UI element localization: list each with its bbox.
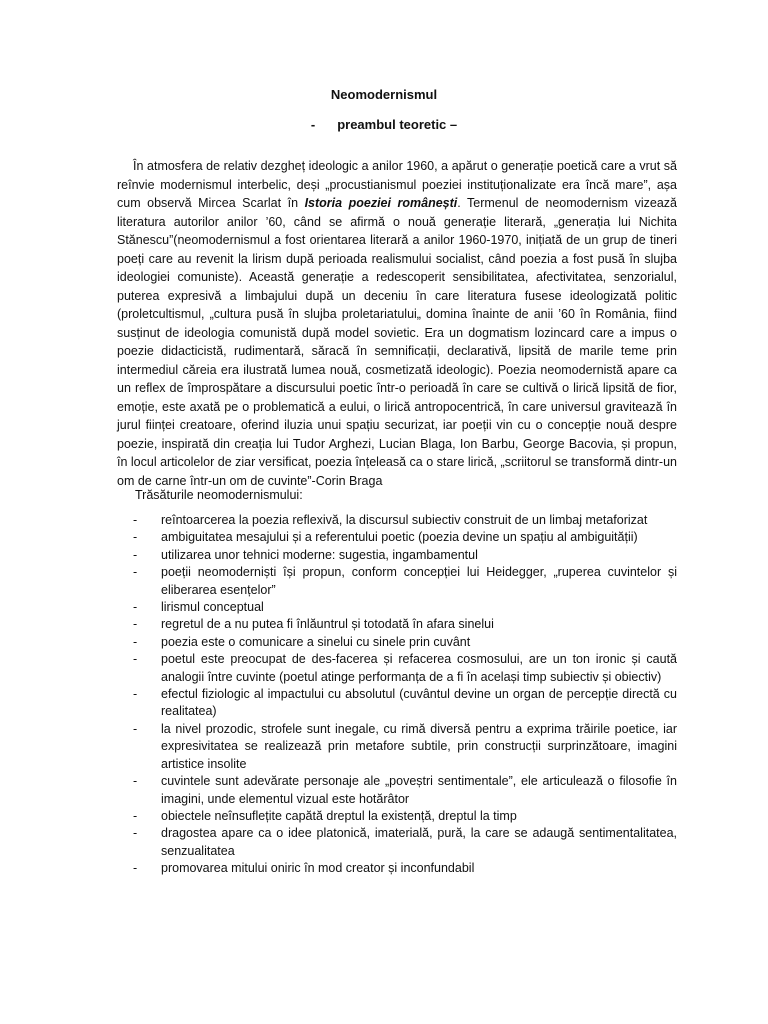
list-item	[133, 860, 677, 877]
subtitle-dash: -	[310, 117, 316, 132]
list-bullet: -	[133, 861, 138, 876]
list-item-text: lirismul conceptual	[161, 600, 264, 615]
list-bullet: -	[133, 687, 138, 702]
list-item-text: la nivel prozodic, strofele sunt inegale, cu rimă diversă pentru a exprima trăirile poetice, iar expresivitatea se realizează prin metafore subtile, prin construcții surprinzătoare, imagini artistice insolite	[161, 721, 677, 771]
intro-paragraph	[117, 157, 677, 490]
list-item-text: utilizarea unor tehnici moderne: sugestia, ingambamentul	[161, 547, 478, 562]
list-item-text: obiectele neînsuflețite capătă dreptul la existență, dreptul la timp	[161, 808, 517, 823]
list-item	[133, 529, 677, 546]
list-bullet: -	[133, 774, 138, 789]
list-bullet: -	[133, 600, 138, 615]
intro-text-start: În atmosfera de relativ dezgheț ideologic a anilor 1960, a apărut o generație poetică care a vrut să reînvie modernismul interbelic, deși „procustianismul poeziei instituționalizate era încă mare”, așa cum observă Mircea Scarlat în	[117, 159, 677, 210]
list-item-text: efectul fiziologic al impactului cu absolutul (cuvântul devine un organ de percepție directă cu realitatea)	[161, 687, 677, 719]
document-title: Neomodernismul	[330, 87, 438, 102]
list-bullet: -	[133, 826, 138, 841]
list-bullet: -	[133, 565, 138, 580]
intro-text-end: . Termenul de neomodernism vizează literatura autorilor anilor ’60, când se afirmă o nouă generație literară, „generația lui Nichita Stănescu”(neomodernismul a fost orientarea literară a anilor 1960-1970, inițiată de un grup de tineri poeți care au revenit la lirism după perioada realismului socialist, când poezia a fost pusă în slujba ideologiei comuniste). Această generație a redescoperit sensibilitatea, afectivitatea, senzorialul, puterea expresivă a limbajului după un deceniu în care literatura fusese ideologizată politic (proletcultismul, „cultura pusă în slujba proletariatului„ domina înainte de anii ’60 în România, fiind susținut de ideologia comunistă după model sovietic. Era un dogmatism lozincard care a impus o poezie didacticistă, rudimentară, săracă în semnificații, declarativă, lipsită de marile teme prin intermediul căreia era ilustrată lumea nouă, cosmetizată ideologic). Poezia neomodernistă apare ca un reflex de împrospătare a discursului poetic într-o perioadă în care se cultivă o lirică lipsită de fior, emoție, este axată pe o problematică a eului, o lirică antropocentrică, în care universul gravitează în jurul ființei creatoare, oferind iluzia unui spațiu securizat, iar poeții vin cu o concepție nouă despre poezie, inspirată din creația lui Tudor Arghezi, Lucian Blaga, Ion Barbu, George Bacovia, și propun, în locul articolelor de ziar versificat, poezia înțeleasă ca o stare lirică, „scriitorul se transformă dintr-un om de carne într-un om de cuvinte”-Corin Braga	[117, 196, 677, 488]
book-title-emphasis: Istoria poeziei românești	[304, 196, 458, 210]
features-list	[133, 512, 677, 878]
list-item	[133, 686, 677, 721]
list-bullet: -	[133, 634, 138, 649]
list-item	[133, 616, 677, 633]
list-bullet: -	[133, 530, 138, 545]
list-item	[133, 825, 677, 860]
list-item-text: poezia este o comunicare a sinelui cu sinele prin cuvânt	[161, 634, 471, 649]
features-heading: Trăsăturile neomodernismului:	[135, 488, 303, 502]
list-bullet: -	[133, 652, 138, 667]
list-item-text: dragostea apare ca o idee platonică, imaterială, pură, la care se adaugă sentimentalitatea, senzualitatea	[161, 826, 677, 858]
list-item-text: promovarea mitului oniric în mod creator și inconfundabil	[161, 861, 475, 876]
document-subtitle	[0, 116, 768, 134]
list-bullet: -	[133, 513, 138, 527]
list-item-text: regretul de a nu putea fi înlăuntrul și totodată în afara sinelui	[161, 617, 494, 632]
list-item-text: poetul este preocupat de des-facerea și refacerea cosmosului, are un ton ironic și caută analogii între cuvinte (poetul atinge performanța de a fi în același timp subiectiv și obiectiv)	[161, 652, 677, 684]
list-item-text: reîntoarcerea la poezia reflexivă, la discursul subiectiv construit de un limbaj metaforizat	[161, 513, 648, 527]
subtitle-text: preambul teoretic –	[337, 117, 458, 132]
list-item	[133, 547, 677, 564]
list-bullet: -	[133, 617, 138, 632]
list-item	[133, 599, 677, 616]
list-item	[133, 634, 677, 651]
list-bullet: -	[133, 808, 138, 823]
list-item-text: cuvintele sunt adevărate personaje ale „poveștri sentimentale”, ele articulează o filosofie în imagini, unde elementul vizual este hotărâtor	[161, 774, 677, 806]
list-item	[133, 773, 677, 808]
list-bullet: -	[133, 547, 138, 562]
list-item	[133, 512, 677, 529]
list-item	[133, 808, 677, 825]
list-item-text: poeții neomoderniști își propun, conform concepției lui Heidegger, „ruperea cuvintelor și eliberarea esențelor”	[161, 565, 677, 597]
list-item-text: ambiguitatea mesajului și a referentului poetic (poezia devine un spațiu al ambiguității)	[161, 530, 638, 545]
list-item	[133, 564, 677, 599]
list-item	[133, 721, 677, 773]
list-bullet: -	[133, 721, 138, 736]
list-item	[133, 651, 677, 686]
